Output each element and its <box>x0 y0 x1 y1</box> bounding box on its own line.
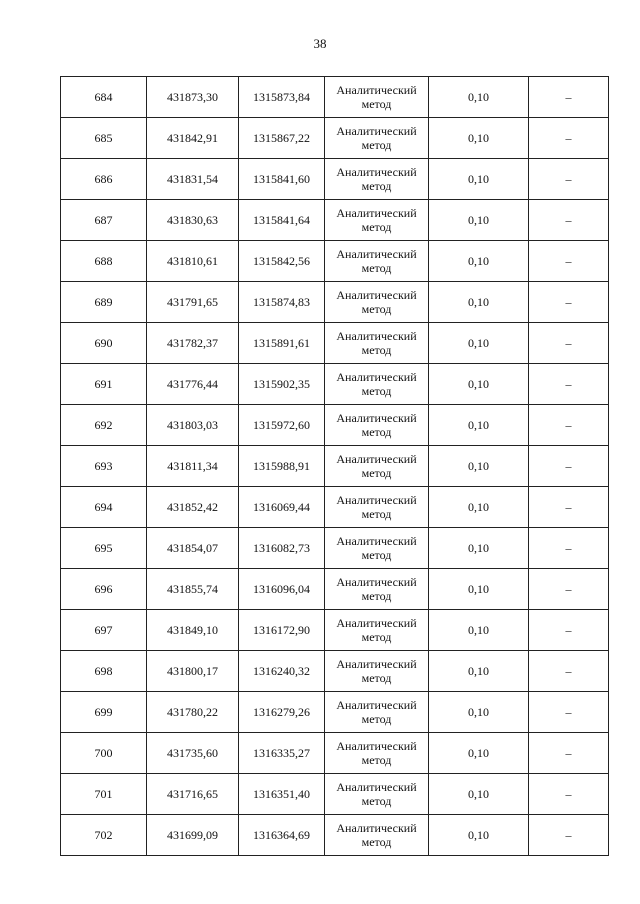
method-line-1: Аналитический <box>336 370 417 384</box>
x-coordinate-cell: 431803,03 <box>147 405 239 446</box>
method-line-1: Аналитический <box>336 165 417 179</box>
y-coordinate-cell: 1316240,32 <box>239 651 325 692</box>
precision-cell: 0,10 <box>429 446 529 487</box>
y-coordinate-cell: 1316096,04 <box>239 569 325 610</box>
precision-cell: 0,10 <box>429 692 529 733</box>
precision-cell: 0,10 <box>429 282 529 323</box>
note-cell: – <box>529 159 609 200</box>
method-cell <box>325 241 429 282</box>
table-row <box>61 405 609 446</box>
precision-cell: 0,10 <box>429 77 529 118</box>
y-coordinate-cell: 1316351,40 <box>239 774 325 815</box>
x-coordinate-cell: 431735,60 <box>147 733 239 774</box>
method-line-2: метод <box>361 507 392 521</box>
note-cell: – <box>529 692 609 733</box>
point-number-cell: 701 <box>61 774 147 815</box>
precision-cell: 0,10 <box>429 569 529 610</box>
precision-cell: 0,10 <box>429 487 529 528</box>
note-cell: – <box>529 815 609 856</box>
y-coordinate-cell: 1315867,22 <box>239 118 325 159</box>
method-cell <box>325 77 429 118</box>
x-coordinate-cell: 431855,74 <box>147 569 239 610</box>
x-coordinate-cell: 431852,42 <box>147 487 239 528</box>
method-cell <box>325 446 429 487</box>
y-coordinate-cell: 1315842,56 <box>239 241 325 282</box>
y-coordinate-cell: 1315891,61 <box>239 323 325 364</box>
point-number-cell: 691 <box>61 364 147 405</box>
y-coordinate-cell: 1316335,27 <box>239 733 325 774</box>
x-coordinate-cell: 431842,91 <box>147 118 239 159</box>
x-coordinate-cell: 431854,07 <box>147 528 239 569</box>
method-cell <box>325 364 429 405</box>
method-line-2: метод <box>361 302 392 316</box>
x-coordinate-cell: 431873,30 <box>147 77 239 118</box>
method-line-2: метод <box>361 630 392 644</box>
point-number-cell: 693 <box>61 446 147 487</box>
table-row <box>61 77 609 118</box>
x-coordinate-cell: 431699,09 <box>147 815 239 856</box>
precision-cell: 0,10 <box>429 323 529 364</box>
point-number-cell: 699 <box>61 692 147 733</box>
note-cell: – <box>529 241 609 282</box>
point-number-cell: 695 <box>61 528 147 569</box>
note-cell: – <box>529 528 609 569</box>
x-coordinate-cell: 431780,22 <box>147 692 239 733</box>
point-number-cell: 690 <box>61 323 147 364</box>
point-number-cell: 689 <box>61 282 147 323</box>
precision-cell: 0,10 <box>429 364 529 405</box>
method-cell <box>325 487 429 528</box>
precision-cell: 0,10 <box>429 774 529 815</box>
method-cell <box>325 405 429 446</box>
table-row <box>61 774 609 815</box>
method-line-2: метод <box>361 179 392 193</box>
method-line-2: метод <box>361 384 392 398</box>
precision-cell: 0,10 <box>429 405 529 446</box>
coordinates-table <box>60 76 609 856</box>
note-cell: – <box>529 118 609 159</box>
page-number: 38 <box>313 36 327 51</box>
y-coordinate-cell: 1315972,60 <box>239 405 325 446</box>
point-number-cell: 696 <box>61 569 147 610</box>
y-coordinate-cell: 1316172,90 <box>239 610 325 651</box>
method-line-1: Аналитический <box>336 739 417 753</box>
table-row <box>61 733 609 774</box>
table-row <box>61 487 609 528</box>
table-row <box>61 569 609 610</box>
method-cell <box>325 692 429 733</box>
point-number-cell: 694 <box>61 487 147 528</box>
note-cell: – <box>529 446 609 487</box>
method-line-2: метод <box>361 794 392 808</box>
y-coordinate-cell: 1315873,84 <box>239 77 325 118</box>
y-coordinate-cell: 1315841,64 <box>239 200 325 241</box>
method-line-1: Аналитический <box>336 124 417 138</box>
method-line-2: метод <box>361 425 392 439</box>
point-number-cell: 685 <box>61 118 147 159</box>
method-cell <box>325 815 429 856</box>
precision-cell: 0,10 <box>429 118 529 159</box>
method-line-2: метод <box>361 466 392 480</box>
method-line-2: метод <box>361 97 392 111</box>
method-cell <box>325 118 429 159</box>
precision-cell: 0,10 <box>429 200 529 241</box>
method-line-1: Аналитический <box>336 821 417 835</box>
method-line-1: Аналитический <box>336 411 417 425</box>
point-number-cell: 697 <box>61 610 147 651</box>
method-line-2: метод <box>361 589 392 603</box>
table-row <box>61 200 609 241</box>
point-number-cell: 684 <box>61 77 147 118</box>
method-cell <box>325 159 429 200</box>
table-row <box>61 610 609 651</box>
method-line-2: метод <box>361 753 392 767</box>
point-number-cell: 698 <box>61 651 147 692</box>
point-number-cell: 687 <box>61 200 147 241</box>
method-line-1: Аналитический <box>336 452 417 466</box>
table-body <box>61 77 609 856</box>
method-line-1: Аналитический <box>336 698 417 712</box>
table-row <box>61 118 609 159</box>
note-cell: – <box>529 774 609 815</box>
method-line-2: метод <box>361 835 392 849</box>
note-cell: – <box>529 282 609 323</box>
point-number-cell: 700 <box>61 733 147 774</box>
method-line-1: Аналитический <box>336 575 417 589</box>
note-cell: – <box>529 569 609 610</box>
method-cell <box>325 651 429 692</box>
method-line-2: метод <box>361 138 392 152</box>
precision-cell: 0,10 <box>429 815 529 856</box>
method-line-1: Аналитический <box>336 206 417 220</box>
note-cell: – <box>529 405 609 446</box>
precision-cell: 0,10 <box>429 610 529 651</box>
point-number-cell: 688 <box>61 241 147 282</box>
y-coordinate-cell: 1315988,91 <box>239 446 325 487</box>
method-cell <box>325 323 429 364</box>
method-line-1: Аналитический <box>336 83 417 97</box>
y-coordinate-cell: 1316364,69 <box>239 815 325 856</box>
point-number-cell: 692 <box>61 405 147 446</box>
note-cell: – <box>529 610 609 651</box>
precision-cell: 0,10 <box>429 241 529 282</box>
table-row <box>61 159 609 200</box>
x-coordinate-cell: 431849,10 <box>147 610 239 651</box>
method-line-1: Аналитический <box>336 616 417 630</box>
table-row <box>61 692 609 733</box>
method-line-1: Аналитический <box>336 288 417 302</box>
method-line-1: Аналитический <box>336 534 417 548</box>
method-cell <box>325 282 429 323</box>
method-cell <box>325 733 429 774</box>
table-row <box>61 241 609 282</box>
precision-cell: 0,10 <box>429 651 529 692</box>
y-coordinate-cell: 1316082,73 <box>239 528 325 569</box>
note-cell: – <box>529 200 609 241</box>
x-coordinate-cell: 431800,17 <box>147 651 239 692</box>
note-cell: – <box>529 364 609 405</box>
x-coordinate-cell: 431716,65 <box>147 774 239 815</box>
y-coordinate-cell: 1315874,83 <box>239 282 325 323</box>
table-row <box>61 446 609 487</box>
method-line-1: Аналитический <box>336 657 417 671</box>
method-line-1: Аналитический <box>336 493 417 507</box>
note-cell: – <box>529 323 609 364</box>
method-cell <box>325 610 429 651</box>
note-cell: – <box>529 77 609 118</box>
method-line-2: метод <box>361 548 392 562</box>
precision-cell: 0,10 <box>429 159 529 200</box>
method-line-2: метод <box>361 712 392 726</box>
method-line-2: метод <box>361 671 392 685</box>
method-cell <box>325 774 429 815</box>
x-coordinate-cell: 431830,63 <box>147 200 239 241</box>
table-row <box>61 815 609 856</box>
x-coordinate-cell: 431791,65 <box>147 282 239 323</box>
method-cell <box>325 569 429 610</box>
method-line-1: Аналитический <box>336 780 417 794</box>
method-line-1: Аналитический <box>336 329 417 343</box>
table-row <box>61 282 609 323</box>
precision-cell: 0,10 <box>429 733 529 774</box>
point-number-cell: 686 <box>61 159 147 200</box>
y-coordinate-cell: 1316279,26 <box>239 692 325 733</box>
y-coordinate-cell: 1316069,44 <box>239 487 325 528</box>
method-line-2: метод <box>361 343 392 357</box>
table-row <box>61 323 609 364</box>
x-coordinate-cell: 431831,54 <box>147 159 239 200</box>
note-cell: – <box>529 651 609 692</box>
method-cell <box>325 200 429 241</box>
x-coordinate-cell: 431782,37 <box>147 323 239 364</box>
y-coordinate-cell: 1315841,60 <box>239 159 325 200</box>
note-cell: – <box>529 733 609 774</box>
method-line-2: метод <box>361 220 392 234</box>
table-row <box>61 651 609 692</box>
point-number-cell: 702 <box>61 815 147 856</box>
x-coordinate-cell: 431810,61 <box>147 241 239 282</box>
table-row <box>61 364 609 405</box>
x-coordinate-cell: 431776,44 <box>147 364 239 405</box>
note-cell: – <box>529 487 609 528</box>
precision-cell: 0,10 <box>429 528 529 569</box>
y-coordinate-cell: 1315902,35 <box>239 364 325 405</box>
method-cell <box>325 528 429 569</box>
x-coordinate-cell: 431811,34 <box>147 446 239 487</box>
method-line-1: Аналитический <box>336 247 417 261</box>
table-row <box>61 528 609 569</box>
method-line-2: метод <box>361 261 392 275</box>
